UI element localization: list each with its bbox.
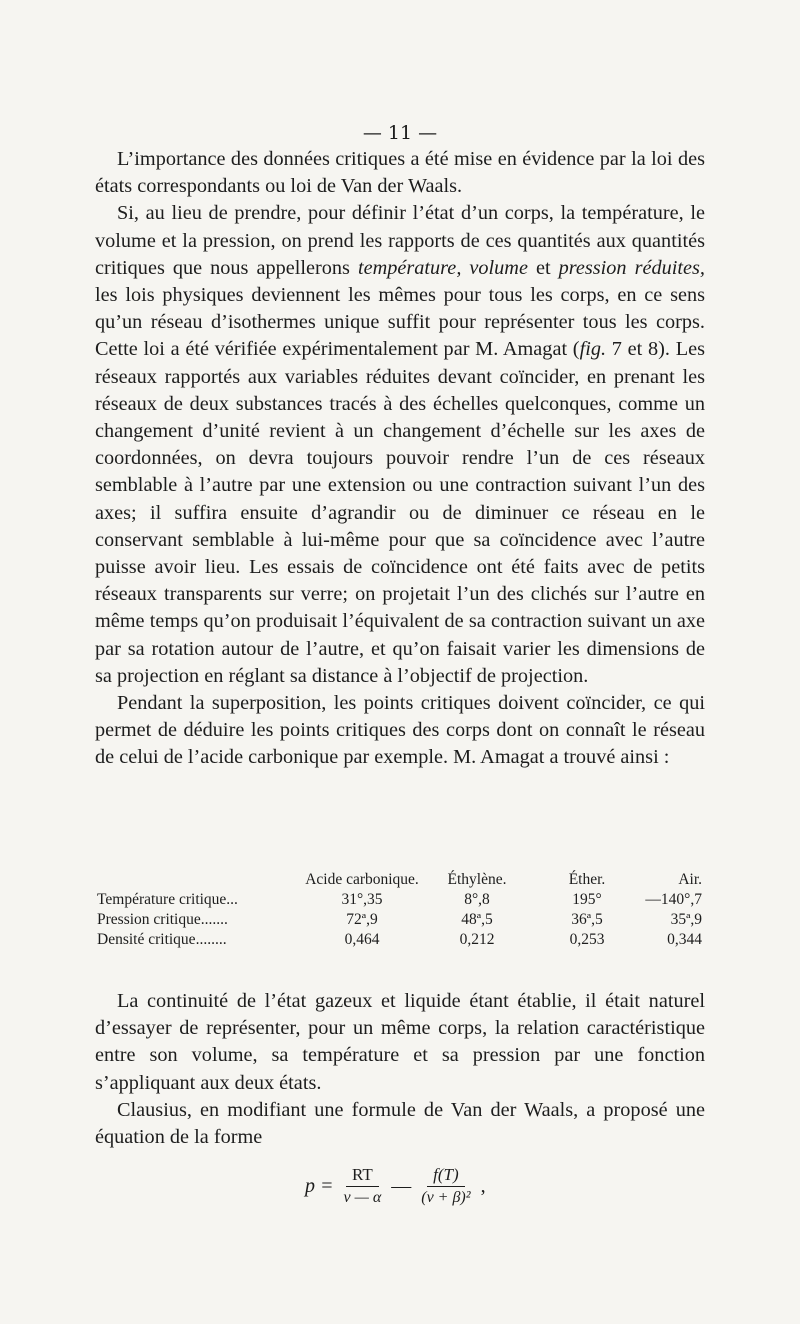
table-header-row (97, 870, 702, 890)
table-cell: 72ª,9 (346, 911, 378, 928)
row-label: Pression critique....... (97, 911, 228, 928)
column-header: Éther. (568, 871, 606, 888)
table-cell: 0,212 (459, 931, 495, 948)
fraction-numerator: f(T) (427, 1164, 465, 1187)
table-cell: 0,253 (569, 931, 605, 948)
critical-data-table (97, 870, 702, 950)
row-label: Température critique... (97, 891, 238, 908)
lower-text (95, 988, 705, 1151)
table-cell: 195° (572, 891, 602, 908)
table-cell: —140°,7 (645, 891, 702, 908)
fraction-numerator: RT (346, 1164, 379, 1187)
page-number: — 11 — (362, 122, 438, 144)
paragraph: Clausius, en modifiant une formule de Van der Waals, a proposé une équation de la forme (95, 1098, 705, 1149)
paragraph: Pendant la superposition, les points critiques doivent coïncider, ce qui permet de déduire les points critiques des corps dont on connaît le réseau de celui de l’acide carbonique par exemple. M. Amagat a trouvé ainsi : (95, 692, 705, 769)
table-cell: 36ª,5 (571, 911, 603, 928)
column-header: Éthylène. (447, 871, 507, 888)
paragraph: Si, au lieu de prendre, pour définir l’état d’un corps, la température, le volume et la pression, on prend les rapports de ces quantités aux quantités critiques que nous appellerons température, volume et pression réduites, les lois physiques deviennent les mêmes pour tous les corps, en ce sens qu’un réseau d’isothermes unique suffit pour représenter tous les corps. Cette loi a été vérifiée expérimentalement par M. Amagat (fig. 7 et 8). Les réseaux rapportés aux variables réduites devant coïncider, en prenant les réseaux de deux substances tracés à des échelles quelconques, comme un changement d’unité revient à un changement d’échelle sur les axes de coordonnées, on devra toujours pouvoir rendre l’un de ces réseaux semblable à l’autre par une extension ou une contraction suivant l’un des axes; il suffira ensuite d’agrandir ou de diminuer ce réseau en le conservant semblable à lui-même pour que sa coïncidence avec l’autre puisse avoir lieu. Les essais de coïncidence ont été faits avec de petits réseaux transparents sur verre; on projetait l’un des clichés sur l’autre en même temps qu’on produisait l’équivalent de sa contraction suivant un axe par sa rotation autour de l’autre, et qu’on faisait varier les dimensions de sa projection en réglant sa distance à l’objectif de projection. (95, 202, 705, 687)
table-row (97, 890, 702, 910)
table-cell: 31°,35 (341, 891, 383, 908)
main-text (95, 146, 705, 772)
table-cell: 35ª,9 (670, 911, 702, 928)
formula-trailing-punctuation: , (480, 1175, 486, 1197)
table-cell: 48ª,5 (461, 911, 493, 928)
paragraph: L’importance des données critiques a été mise en évidence par la loi des états correspondants ou loi de Van der Waals. (95, 148, 705, 198)
table-cell: 0,464 (344, 931, 380, 948)
row-label: Densité critique........ (97, 931, 227, 948)
fraction (415, 1164, 476, 1209)
column-header: Acide carbonique. (305, 871, 419, 888)
table-cell: 8°,8 (464, 891, 490, 908)
paragraph: La continuité de l’état gazeux et liquide étant établie, il était naturel d’essayer de représenter, pour un même corps, la relation caractéristique entre son volume, sa température et sa pression par une fonction s’appliquant aux deux états. (95, 990, 705, 1094)
column-header: Air. (678, 871, 702, 888)
clausius-equation (305, 1164, 486, 1209)
table-row (97, 910, 702, 930)
fraction (338, 1164, 388, 1209)
fraction-denominator: (v + β)² (421, 1189, 471, 1206)
table-cell: 0,344 (667, 931, 702, 948)
formula-lhs: p = (305, 1175, 334, 1197)
formula-operator: — (391, 1175, 412, 1197)
fraction-denominator: v — α (343, 1189, 382, 1206)
table-row (97, 930, 702, 950)
